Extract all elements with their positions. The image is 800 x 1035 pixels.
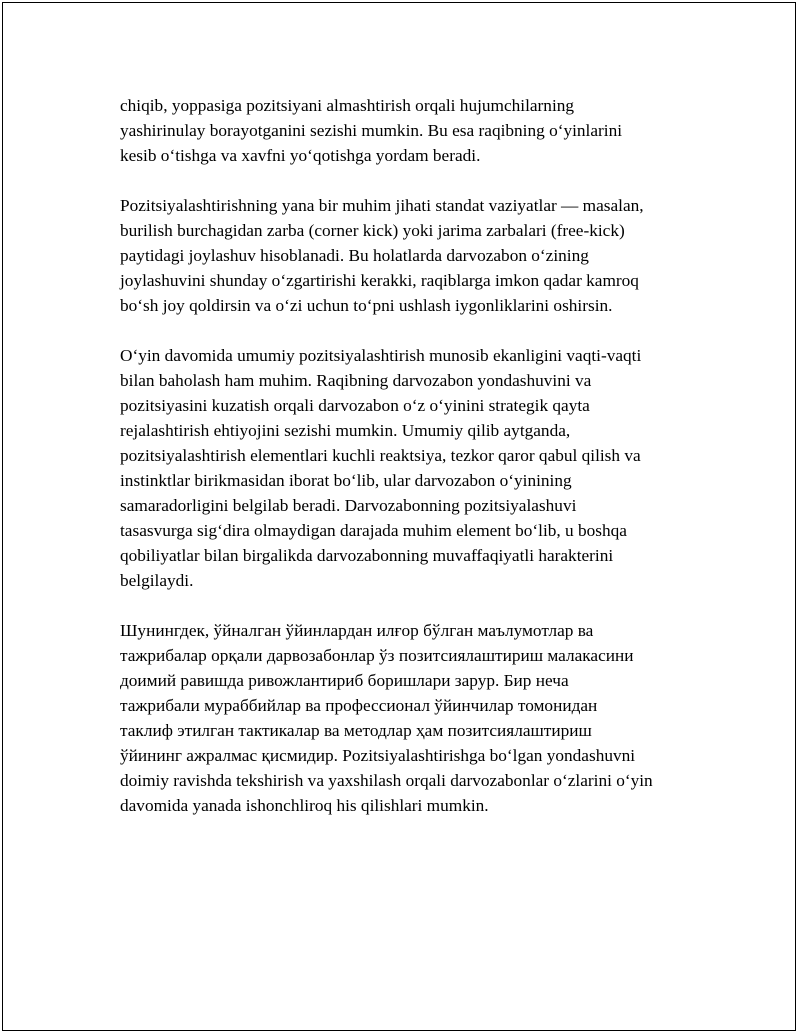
text-line: тажрибали мураббийлар ва профессионал ўйинчилар томонидан xyxy=(120,696,598,715)
document-page xyxy=(2,2,796,1031)
text-line: pozitsiyalashtirish elementlari kuchli reaktsiya, tezkor qaror qabul qilish va xyxy=(120,446,641,465)
text-line: bilan baholash ham muhim. Raqibning darvozabon yondashuvini va xyxy=(120,371,592,390)
text-line: тажрибалар орқали дарвозабонлар ўз позитсиялаштириш малакасини xyxy=(120,646,634,665)
text-line: burilish burchagidan zarba (corner kick) yoki jarima zarbalari (free-kick) xyxy=(120,221,625,240)
text-line: instinktlar birikmasidan iborat bo‘lib, ular darvozabon o‘yinining xyxy=(120,471,572,490)
text-line: Pozitsiyalashtirishning yana bir muhim jihati standat vaziyatlar — masalan, xyxy=(120,196,644,215)
text-line: таклиф этилган тактикалар ва методлар ҳам позитсиялаштириш xyxy=(120,721,592,740)
paragraph-4 xyxy=(120,618,700,818)
text-line: chiqib, yoppasiga pozitsiyani almashtirish orqali hujumchilarning xyxy=(120,96,575,115)
text-line: yashirinulay borayotganini sezishi mumkin. Bu esa raqibning o‘yinlarini xyxy=(120,121,623,140)
text-line: ўйининг ажралмас қисмидир. Pozitsiyalashtirishga bo‘lgan yondashuvni xyxy=(120,746,636,765)
text-line: Шунингдек, ўйналган ўйинлардан илғор бўлган маълумотлар ва xyxy=(120,621,594,640)
text-line: belgilaydi. xyxy=(120,571,194,590)
text-line: qobiliyatlar bilan birgalikda darvozabonning muvaffaqiyatli harakterini xyxy=(120,546,614,565)
text-line: joylashuvini shunday o‘zgartirishi kerakki, raqiblarga imkon qadar kamroq xyxy=(120,271,639,290)
text-line: доимий равишда ривожлантириб боришлари зарур. Бир неча xyxy=(120,671,569,690)
text-line: samaradorligini belgilab beradi. Darvozabonning pozitsiyalashuvi xyxy=(120,496,577,515)
text-line: kesib o‘tishga va xavfni yo‘qotishga yordam beradi. xyxy=(120,146,481,165)
text-line: bo‘sh joy qoldirsin va o‘zi uchun to‘pni ushlash iygonliklarini oshirsin. xyxy=(120,296,613,315)
text-line: tasasvurga sig‘dira olmaydigan darajada muhim element bo‘lib, u boshqa xyxy=(120,521,627,540)
text-line: pozitsiyasini kuzatish orqali darvozabon o‘z o‘yinini strategik qayta xyxy=(120,396,590,415)
paragraph-1 xyxy=(120,93,700,168)
text-line: O‘yin davomida umumiy pozitsiyalashtirish munosib ekanligini vaqti-vaqti xyxy=(120,346,642,365)
text-line: rejalashtirish ehtiyojini sezishi mumkin. Umumiy qilib aytganda, xyxy=(120,421,571,440)
text-line: davomida yanada ishonchliroq his qilishlari mumkin. xyxy=(120,796,489,815)
text-line: paytidagi joylashuv hisoblanadi. Bu holatlarda darvozabon o‘zining xyxy=(120,246,589,265)
paragraph-3 xyxy=(120,343,700,593)
text-line: doimiy ravishda tekshirish va yaxshilash orqali darvozabonlar o‘zlarini o‘yin xyxy=(120,771,653,790)
paragraph-2 xyxy=(120,193,700,318)
document-body xyxy=(120,93,700,843)
